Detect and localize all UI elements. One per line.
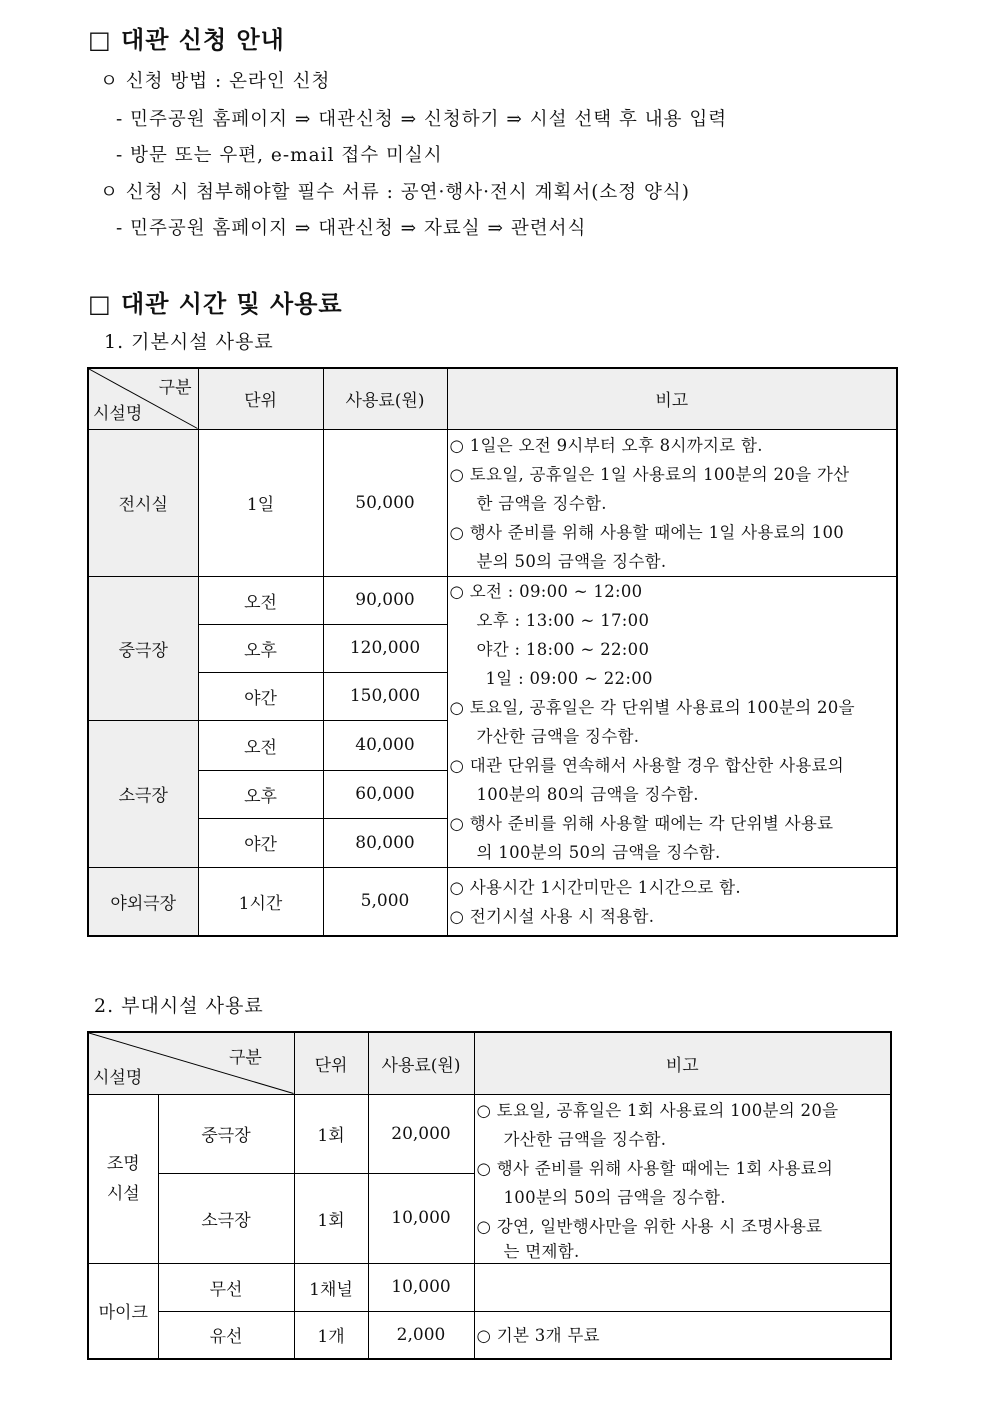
unit-cell: 오후 <box>198 624 323 672</box>
note-line: 100분의 80의 금액을 징수함. <box>476 784 699 804</box>
note-line: 분의 50의 금액을 징수함. <box>476 551 667 571</box>
line-docs-path: - 민주공원 홈페이지 ⇒ 대관신청 ⇒ 자료실 ⇒ 관련서식 <box>116 218 587 239</box>
header-unit: 단위 <box>294 1032 368 1094</box>
header-note: 비고 <box>474 1032 891 1094</box>
note-cell <box>474 1311 891 1359</box>
unit-cell: 오전 <box>198 576 323 624</box>
unit-cell: 야간 <box>198 818 323 867</box>
fee-cell: 2,000 <box>368 1311 474 1359</box>
note-cell <box>474 1263 891 1311</box>
unit-cell: 오후 <box>198 770 323 818</box>
fee-cell: 150,000 <box>323 672 447 720</box>
fee-cell: 40,000 <box>323 720 447 770</box>
header-diagonal-cell <box>88 1032 294 1094</box>
note-line: ○ 행사 준비를 위해 사용할 때에는 각 단위별 사용료 <box>449 813 834 833</box>
fee-cell: 10,000 <box>368 1263 474 1311</box>
note-line: ○ 기본 3개 무료 <box>476 1325 600 1345</box>
facility-outdoor: 야외극장 <box>88 867 198 936</box>
header-unit: 단위 <box>198 368 323 429</box>
unit-cell: 1일 <box>198 429 323 576</box>
note-line: ○ 전기시설 사용 시 적용함. <box>449 906 655 926</box>
table-row <box>88 576 897 624</box>
note-line: ○ 토요일, 공휴일은 1회 사용료의 100분의 20을 <box>476 1100 839 1120</box>
unit-cell: 1채널 <box>294 1263 368 1311</box>
section-title-application: □ 대관 신청 안내 <box>88 26 285 54</box>
table-row <box>88 1263 891 1311</box>
note-line: ○ 1일은 오전 9시부터 오후 8시까지로 함. <box>449 435 763 455</box>
note-line: 1일 : 09:00 ~ 22:00 <box>485 668 653 688</box>
facility-lighting-line2: 시설 <box>106 1183 140 1204</box>
note-line: ○ 토요일, 공휴일은 각 단위별 사용료의 100분의 20을 <box>449 697 855 717</box>
subtitle-basic-facility: 1. 기본시설 사용료 <box>104 331 274 353</box>
unit-cell: 1개 <box>294 1311 368 1359</box>
facility-lighting-line1: 조명 <box>106 1153 140 1174</box>
line-required-docs: ㅇ 신청 시 첨부해야할 필수 서류 : 공연·행사·전시 계획서(소정 양식) <box>100 182 691 203</box>
facility-small-theater: 소극장 <box>88 720 198 867</box>
subtitle-auxiliary-facility: 2. 부대시설 사용료 <box>94 995 264 1017</box>
fee-cell: 50,000 <box>323 429 447 576</box>
fee-cell: 80,000 <box>323 818 447 867</box>
note-theaters <box>447 576 897 867</box>
note-lighting <box>474 1094 891 1263</box>
note-line: 한 금액을 징수함. <box>476 493 607 513</box>
note-exhibition <box>447 429 897 576</box>
note-line: 는 면제함. <box>503 1241 580 1261</box>
note-line: 야간 : 18:00 ~ 22:00 <box>476 639 650 659</box>
header-facility: 시설명 <box>93 403 143 424</box>
auxiliary-facility-fee-table <box>87 1031 892 1360</box>
facility-exhibition: 전시실 <box>88 429 198 576</box>
unit-cell: 1회 <box>294 1094 368 1173</box>
note-line: ○ 오전 : 09:00 ~ 12:00 <box>449 581 643 601</box>
note-line: 오후 : 13:00 ~ 17:00 <box>476 610 650 630</box>
note-line: ○ 대관 단위를 연속해서 사용할 경우 합산한 사용료의 <box>449 755 845 775</box>
unit-cell: 야간 <box>198 672 323 720</box>
facility-mid-theater: 중극장 <box>88 576 198 720</box>
sub-facility-cell: 유선 <box>158 1311 294 1359</box>
table-row <box>88 429 897 576</box>
fee-cell: 90,000 <box>323 576 447 624</box>
sub-facility-cell: 소극장 <box>158 1173 294 1263</box>
header-gubun: 구분 <box>158 378 192 398</box>
unit-cell: 1회 <box>294 1173 368 1263</box>
header-gubun: 구분 <box>229 1048 262 1068</box>
note-line: 100분의 50의 금액을 징수함. <box>503 1187 726 1207</box>
header-facility: 시설명 <box>93 1067 143 1088</box>
sub-facility-cell: 무선 <box>158 1263 294 1311</box>
facility-mic: 마이크 <box>88 1263 158 1359</box>
note-line: 의 100분의 50의 금액을 징수함. <box>476 842 721 862</box>
header-note: 비고 <box>447 368 897 429</box>
line-method-path: - 민주공원 홈페이지 ⇒ 대관신청 ⇒ 신청하기 ⇒ 시설 선택 후 내용 입력 <box>116 109 728 130</box>
basic-facility-fee-table <box>87 367 898 937</box>
note-line: ○ 사용시간 1시간미만은 1시간으로 함. <box>449 877 741 897</box>
note-outdoor <box>447 867 897 936</box>
line-method-visit: - 방문 또는 우편, e-mail 접수 미실시 <box>116 145 443 166</box>
unit-cell: 1시간 <box>198 867 323 936</box>
header-diagonal-cell <box>88 368 198 429</box>
header-fee: 사용료(원) <box>368 1032 474 1094</box>
fee-cell: 5,000 <box>323 867 447 936</box>
fee-cell: 20,000 <box>368 1094 474 1173</box>
note-line: ○ 강연, 일반행사만을 위한 사용 시 조명사용료 <box>476 1216 823 1236</box>
header-fee: 사용료(원) <box>323 368 447 429</box>
facility-lighting <box>88 1094 158 1263</box>
note-line: ○ 토요일, 공휴일은 1일 사용료의 100분의 20을 가산 <box>449 464 850 484</box>
note-line: 가산한 금액을 징수함. <box>503 1129 667 1149</box>
sub-facility-cell: 중극장 <box>158 1094 294 1173</box>
line-method: ㅇ 신청 방법 : 온라인 신청 <box>100 71 331 92</box>
table-row <box>88 867 897 936</box>
note-line: 가산한 금액을 징수함. <box>476 726 640 746</box>
table-row <box>88 1094 891 1173</box>
fee-cell: 60,000 <box>323 770 447 818</box>
fee-cell: 10,000 <box>368 1173 474 1263</box>
fee-cell: 120,000 <box>323 624 447 672</box>
note-line: ○ 행사 준비를 위해 사용할 때에는 1회 사용료의 <box>476 1158 834 1178</box>
note-line: ○ 행사 준비를 위해 사용할 때에는 1일 사용료의 100 <box>449 522 845 542</box>
section-title-time-fee: □ 대관 시간 및 사용료 <box>88 290 343 318</box>
unit-cell: 오전 <box>198 720 323 770</box>
table-row <box>88 1311 891 1359</box>
